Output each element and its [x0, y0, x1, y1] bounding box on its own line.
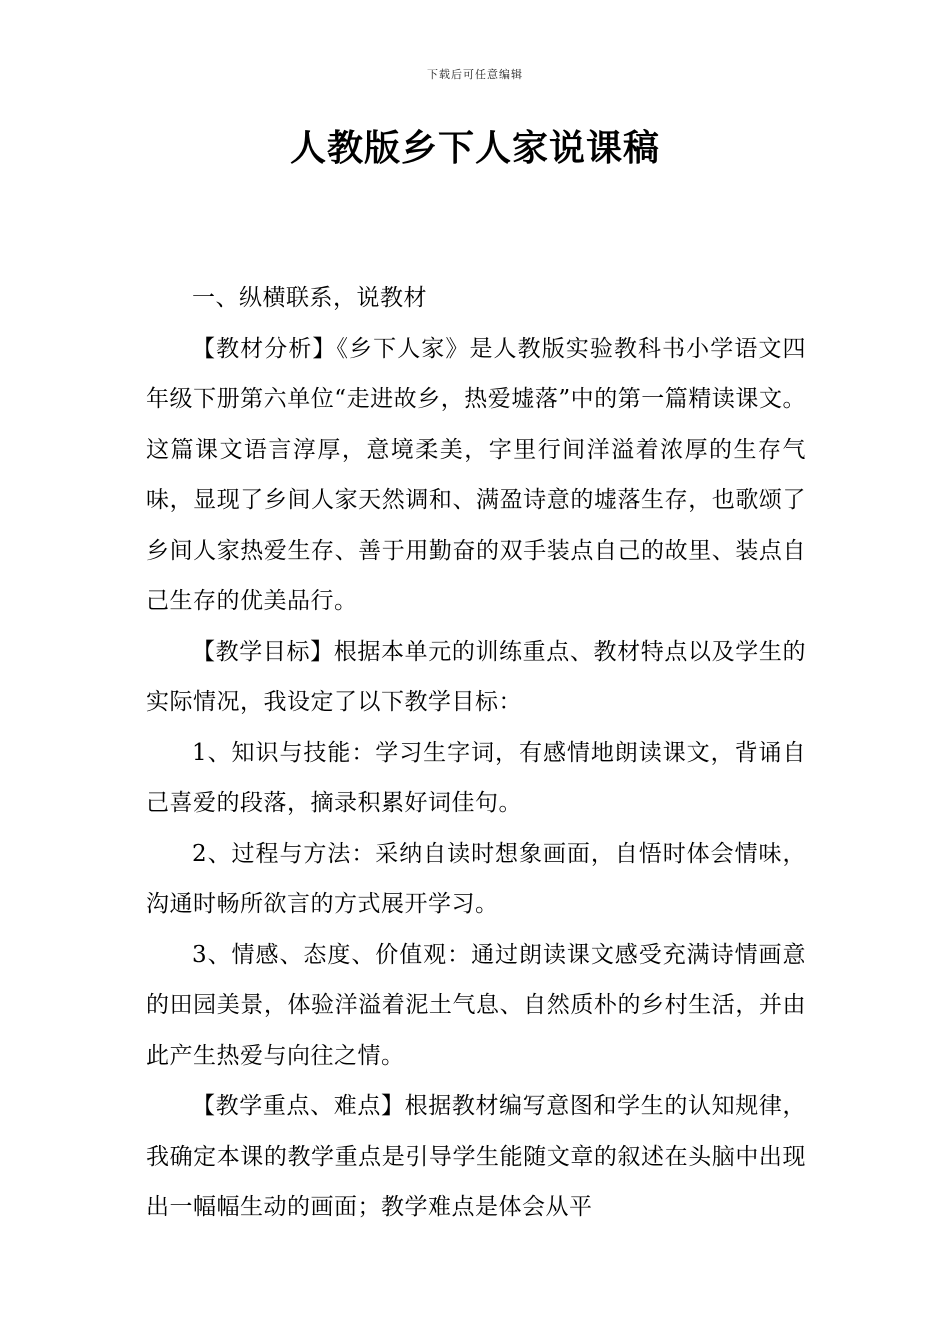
document-body: [146, 273, 806, 1233]
paragraph-material-analysis: 【教材分析】《乡下人家》是人教版实验教科书小学语文四年级下册第六单位“走进故乡，热爱墟落”中的第一篇精读课文。这篇课文语言淳厚，意境柔美，字里行间洋溢着浓厚的生存气味，显现了乡间人家天然调和、满盈诗意的墟落生存，也歌颂了乡间人家热爱生存、善于用勤奋的双手装点自己的故里、装点自己生存的优美品行。: [146, 335, 806, 614]
section-heading: 一、纵横联系，说教材: [192, 285, 427, 311]
paragraph-goal-1: 1、知识与技能：学习生字词，有感情地朗读课文，背诵自己喜爱的段落，摘录积累好词佳句。: [146, 739, 806, 816]
paragraph-key-points: 【教学重点、难点】根据教材编写意图和学生的认知规律，我确定本课的教学重点是引导学生能随文章的叙述在头脑中出现出一幅幅生动的画面；教学难点是体会从平: [146, 1093, 806, 1220]
paragraph-teaching-goals: 【教学目标】根据本单元的训练重点、教材特点以及学生的实际情况，我设定了以下教学目标：: [146, 638, 806, 715]
paragraph-goal-2: 2、过程与方法：采纳自读时想象画面，自悟时体会情味，沟通时畅所欲言的方式展开学习。: [146, 840, 806, 917]
paragraph-goal-3: 3、情感、态度、价值观：通过朗读课文感受充满诗情画意的田园美景，体验洋溢着泥土气息、自然质朴的乡村生活，并由此产生热爱与向往之情。: [146, 941, 806, 1069]
header-note: 下载后可任意编辑: [427, 68, 523, 81]
document-title: 人教版乡下人家说课稿: [289, 128, 660, 169]
